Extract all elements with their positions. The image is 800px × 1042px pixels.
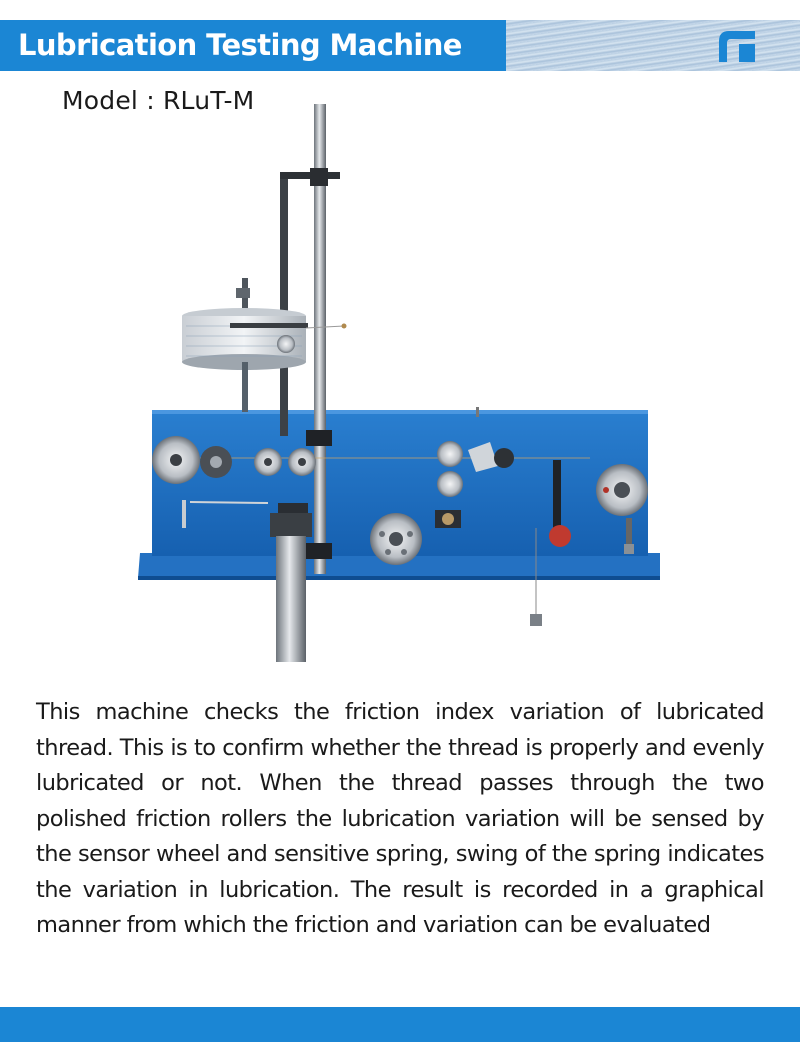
- machine-photo: [130, 98, 670, 670]
- description-text: This machine checks the friction index variation of lubricated thread. This is to confirm whether the thread is properly and evenly lubricated or not. When the thread passes through the two polished friction rollers the lubrication variation will be sensed by the sensor wheel and sensitive spring, swing of the spring indicates the variation in lubrication. The result is recorded in a graphical manner from which the friction and variation can be evaluated: [36, 699, 764, 938]
- page-title: Lubrication Testing Machine: [18, 28, 462, 62]
- company-logo-icon: [717, 29, 757, 63]
- model-label: Model : RLuT-M: [62, 86, 255, 115]
- header-bar: [0, 20, 800, 71]
- footer-bar: [0, 1007, 800, 1042]
